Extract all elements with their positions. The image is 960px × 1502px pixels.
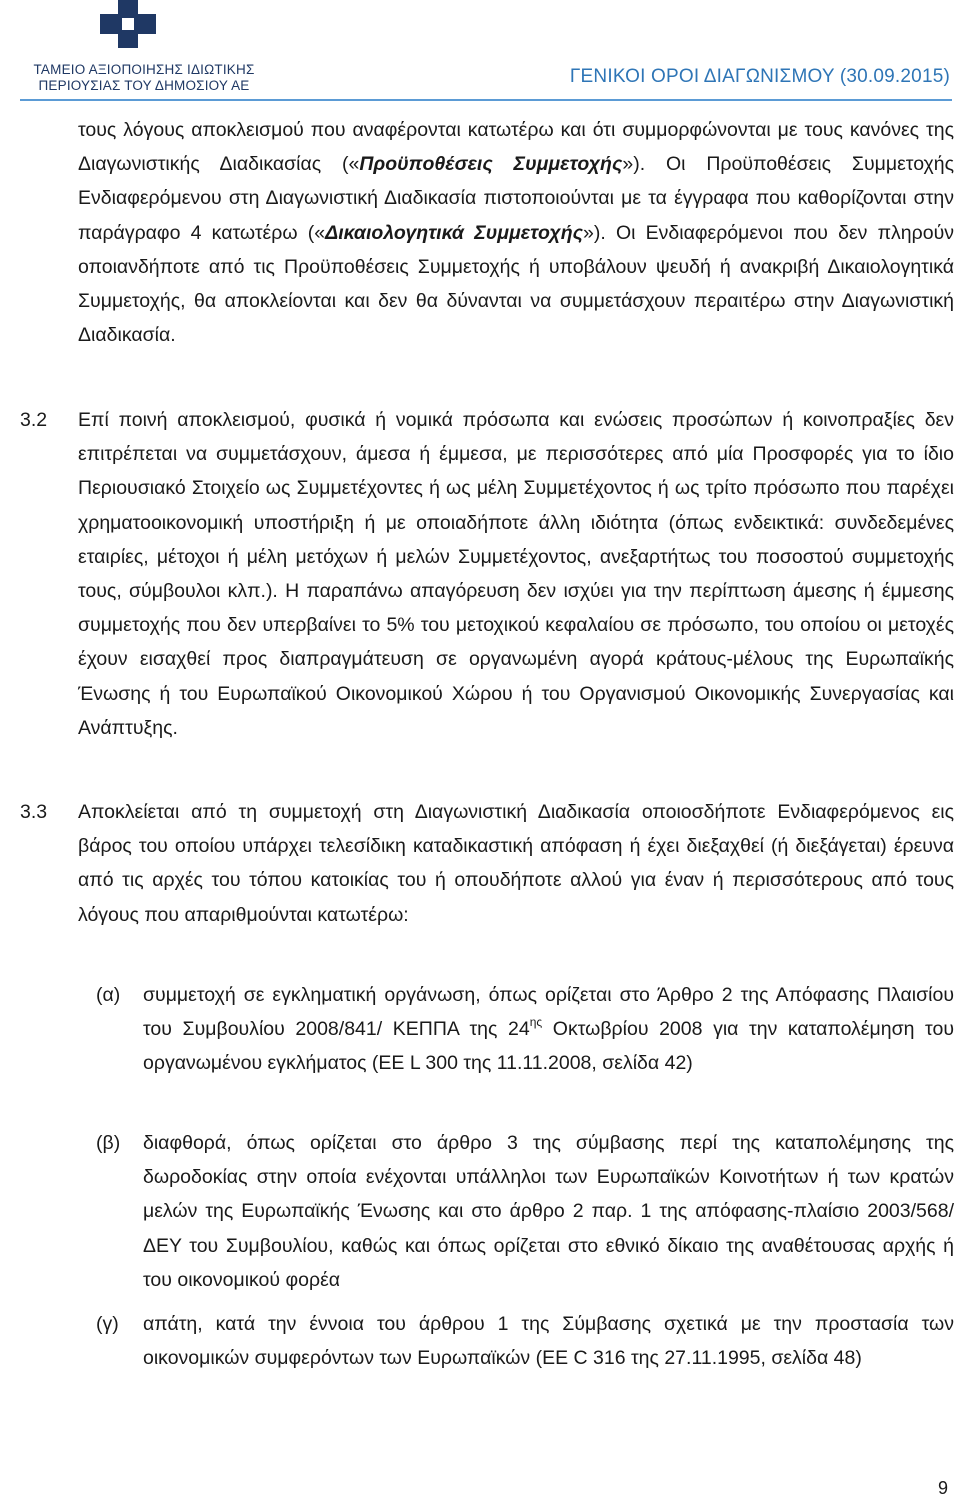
item-a-label: (α): [96, 984, 121, 1006]
item-c-text: απάτη, κατά την έννοια του άρθρου 1 της Σύμβασης σχετικά με την προστασία των οικονομικών συμφερόντων των Ευρωπαϊκών (ΕΕ C 316 της 27.11.1995, σελίδα 48): [143, 1313, 954, 1370]
logo-line-2: ΠΕΡΙΟΥΣΙΑΣ ΤΟΥ ΔΗΜΟΣΙΟΥ ΑΕ: [38, 78, 250, 93]
item-b-text: διαφθορά, όπως ορίζεται στο άρθρο 3 της σύμβασης περί της καταπολέμησης της δωροδοκίας στην οποία ενέχονται υπάλληλοι των Ευρωπαϊκών Κοινοτήτων ή των κρατών μελών της Ευρωπαϊκής Ένωσης και στο άρθρο 2 παρ. 1 της απόφασης-πλαίσιο 2003/568/ΔΕΥ του Συμβουλίου, καθώς και όπως ορίζεται στο εθνικό δίκαιο της αναθέτουσας αρχής ή του οικονομικού φορέα: [143, 1132, 954, 1291]
logo-text: [24, 62, 264, 94]
intro-text-2: »). Οι Προϋποθέσεις Συμμετοχής Ενδιαφερόμενου στη Διαγωνιστική Διαδικασία πιστοποιούνται με τα έγγραφα που καθορίζονται στην παράγραφο 4 κατωτέρω («: [78, 153, 955, 244]
section-number-3-2: 3.2: [20, 409, 48, 431]
item-a-superscript: ης: [529, 1014, 543, 1029]
page-number: 9: [937, 1478, 948, 1498]
document-title: ΓΕΝΙΚΟΙ ΟΡΟΙ ΔΙΑΓΩΝΙΣΜΟΥ (30.09.2015): [569, 66, 950, 87]
item-c-label: (γ): [96, 1313, 119, 1335]
item-a-text: [143, 978, 954, 1081]
section-3-3-text: Αποκλείεται από τη συμμετοχή στη Διαγωνιστική Διαδικασία οποιοσδήποτε Ενδιαφερόμενος εις βάρος του οποίου υπάρχει τελεσίδικη καταδικαστική απόφαση ή έχει διεξαχθεί (ή διεξάγεται) έρευνα από τις αρχές του τόπου κατοικίας του ή οπουδήποτε αλλού για έναν ή περισσότερους από τους λόγους που απαριθμούνται κατωτέρω:: [78, 801, 954, 926]
term-participation-documents: Δικαιολογητικά Συμμετοχής: [325, 221, 583, 244]
section-3-2-text: Επί ποινή αποκλεισμού, φυσικά ή νομικά πρόσωπα και ενώσεις προσώπων ή κοινοπραξίες δεν επιτρέπεται να συμμετάσχουν, άμεσα ή έμμεσα, με περισσότερες από μία Προσφορές για το ίδιο Περιουσιακό Στοιχείο ως Συμμετέχοντες ή ως μέλη Συμμετέχοντος ή ως τρίτο πρόσωπο που παρέχει χρηματοοικονομική υποστήριξη ή με οποιαδήποτε άλλη ιδιότητα (όπως ενδεικτικά: συνδεδεμένες εταιρίες, μέτοχοι ή μέλη μετόχων ή μελών Συμμετέχοντος, ανεξαρτήτως του ποσοστού συμμετοχής τους, σύμβουλοι κλπ.). Η παραπάνω απαγόρευση δεν ισχύει για την περίπτωση άμεσης ή έμμεσης συμμετοχής που δεν υπερβαίνει το 5% του μετοχικού κεφαλαίου σε πρόσωπο, του οποίου οι μετοχές έχουν εισαχθεί προς διαπραγμάτευση σε οργανωμένη αγορά κράτους-μέλους της Ευρωπαϊκής Ένωσης ή του Ευρωπαϊκού Οικονομικού Χώρου ή του Οργανισμού Οικονομικής Συνεργασίας και Ανάπτυξης.: [78, 409, 954, 739]
hraf-logo-icon: [100, 0, 156, 48]
section-number-3-3: 3.3: [20, 801, 48, 823]
header-divider: [20, 99, 952, 101]
page-header: [0, 0, 960, 110]
logo-line-1: ΤΑΜΕΙΟ ΑΞΙΟΠΟΙΗΣΗΣ ΙΔΙΩΤΙΚΗΣ: [33, 62, 255, 77]
intro-text-3: »). Οι Ενδιαφερόμενοι που δεν πληρούν οποιανδήποτε από τις Προϋποθέσεις Συμμετοχής ή υποβάλουν ψευδή ή ανακριβή Δικαιολογητικά Συμμετοχής, θα αποκλείονται και δεν θα δύνανται να συμμετάσχουν περαιτέρω στην Διαγωνιστική Διαδικασία.: [78, 221, 955, 347]
intro-text-1: τους λόγους αποκλεισμού που αναφέρονται κατωτέρω και ότι συμμορφώνονται με τους κανόνες της Διαγωνιστικής Διαδικασίας («: [78, 119, 954, 176]
item-a-text-2: Οκτωβρίου 2008 για την καταπολέμηση του οργανωμένου εγκλήματος (ΕΕ L 300 της 11.11.2008, σελίδα 42): [143, 1018, 954, 1075]
item-a-text-1: συμμετοχή σε εγκληματική οργάνωση, όπως ορίζεται στο Άρθρο 2 της Απόφασης Πλαισίου του Συμβουλίου 2008/841/ ΚΕΠΠΑ της 24: [143, 984, 954, 1041]
intro-paragraph: [78, 113, 954, 352]
item-b-label: (β): [96, 1132, 121, 1154]
term-participation-requirements: Προϋποθέσεις Συμμετοχής: [359, 153, 623, 176]
